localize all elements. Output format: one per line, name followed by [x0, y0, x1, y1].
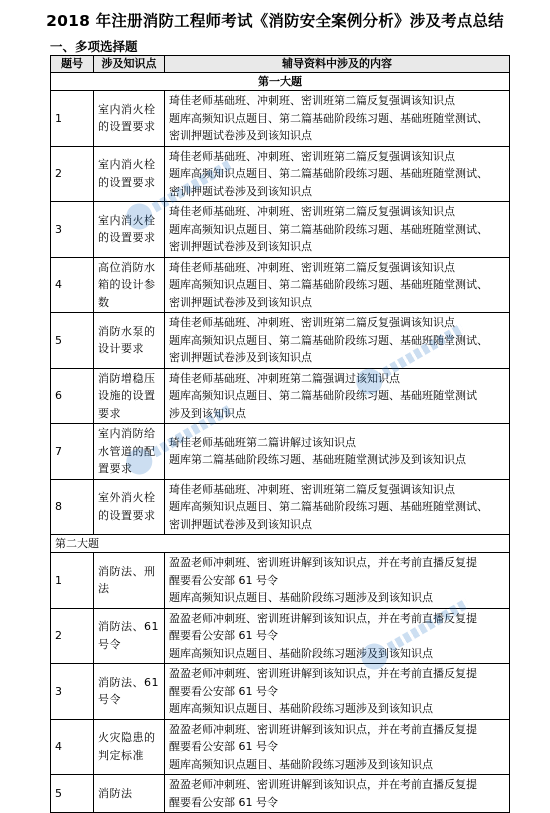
content-line: 密训押题试卷涉及到该知识点 [169, 129, 312, 142]
materials-content [165, 91, 510, 147]
content-line: 题库高频知识点题目、第二篇基础阶段练习题、基础班随堂测试、 [169, 167, 488, 180]
knowledge-point: 消防法 [94, 775, 165, 813]
content-line: 密训押题试卷涉及到该知识点 [169, 351, 312, 364]
content-line: 琦佳老师基础班、冲刺班、密训班第二篇反复强调该知识点 [169, 316, 455, 329]
table-header-row [51, 56, 510, 73]
group-row-1 [51, 73, 510, 91]
table-row [51, 146, 510, 202]
content-line: 醒要看公安部 61 号令 [169, 740, 278, 753]
knowledge-point: 室内消火栓的设置要求 [94, 202, 165, 258]
question-number: 1 [51, 553, 94, 609]
content-line: 盈盈老师冲刺班、密训班讲解到该知识点，并在考前直播反复提 [169, 556, 477, 569]
document-title: 2018 年注册消防工程师考试《消防安全案例分析》涉及考点总结 [46, 12, 504, 30]
materials-content [165, 553, 510, 609]
content-line: 密训押题试卷涉及到该知识点 [169, 295, 312, 309]
materials-content [165, 664, 510, 720]
question-number: 3 [51, 664, 94, 720]
materials-content [165, 146, 510, 202]
header-materials-content: 辅导资料中涉及的内容 [165, 56, 510, 73]
content-line: 琦佳老师基础班、冲刺班、密训班第二篇反复强调该知识点 [169, 94, 455, 107]
table-row [51, 719, 510, 775]
content-line: 题库高频知识点题目、基础阶段练习题涉及到该知识点 [169, 702, 433, 715]
content-line: 琦佳老师基础班、冲刺班、密训班第二篇反复强调该知识点 [169, 482, 455, 496]
knowledge-point: 室内消火栓的设置要求 [94, 91, 165, 147]
table-row [51, 368, 510, 424]
materials-content [165, 608, 510, 664]
table-row [51, 424, 510, 480]
content-line: 盈盈老师冲刺班、密训班讲解到该知识点，并在考前直播反复提 [169, 667, 477, 680]
question-number: 4 [51, 257, 94, 313]
content-line: 盈盈老师冲刺班、密训班讲解到该知识点，并在考前直播反复提 [169, 611, 477, 625]
question-number: 2 [51, 608, 94, 664]
table-row [51, 608, 510, 664]
content-line: 密训押题试卷涉及到该知识点 [169, 517, 312, 531]
content-line: 醒要看公安部 61 号令 [169, 795, 278, 809]
table-body [51, 73, 510, 813]
content-line: 题库高频知识点题目、第二篇基础阶段练习题、基础班随堂测试、 [169, 333, 488, 347]
knowledge-point: 室内消火栓的设置要求 [94, 146, 165, 202]
content-line: 琦佳老师基础班第二篇讲解过该知识点 [169, 435, 356, 449]
question-number: 3 [51, 202, 94, 258]
content-line: 题库高频知识点题目、第二篇基础阶段练习题、基础班随堂测试、 [169, 111, 488, 125]
content-line: 题库高频知识点题目、基础阶段练习题涉及到该知识点 [169, 757, 433, 771]
table-row [51, 91, 510, 147]
content-line: 琦佳老师基础班、冲刺班、密训班第二篇反复强调该知识点 [169, 205, 455, 218]
content-line: 题库高频知识点题目、第二篇基础阶段练习题、基础班随堂测试、 [169, 278, 488, 291]
knowledge-point: 消防法、61号令 [94, 664, 165, 720]
knowledge-point: 室外消火栓的设置要求 [94, 479, 165, 535]
group-label-1: 第一大题 [51, 73, 510, 91]
section-heading: 一、多项选择题 [50, 39, 138, 54]
content-line: 题库第二篇基础阶段练习题、基础班随堂测试涉及到该知识点 [169, 453, 466, 467]
question-number: 7 [51, 424, 94, 480]
materials-content [165, 479, 510, 535]
materials-content [165, 775, 510, 813]
materials-content [165, 424, 510, 480]
question-number: 4 [51, 719, 94, 775]
knowledge-point: 消防水泵的设计要求 [94, 313, 165, 369]
header-knowledge-point: 涉及知识点 [94, 56, 165, 73]
group-label-2: 第二大题 [51, 535, 510, 553]
table-row [51, 664, 510, 720]
materials-content [165, 719, 510, 775]
materials-content [165, 202, 510, 258]
question-number: 8 [51, 479, 94, 535]
knowledge-point: 消防法、61号令 [94, 608, 165, 664]
content-line: 题库高频知识点题目、第二篇基础阶段练习题、基础班随堂测试 [169, 389, 477, 402]
table-row [51, 202, 510, 258]
table-row [51, 313, 510, 369]
table-row [51, 257, 510, 313]
question-number: 1 [51, 91, 94, 147]
question-number: 2 [51, 146, 94, 202]
knowledge-point: 室内消防给水管道的配置要求 [94, 424, 165, 480]
group-row-2 [51, 535, 510, 553]
question-number: 6 [51, 368, 94, 424]
topics-table [50, 55, 510, 813]
content-line: 醒要看公安部 61 号令 [169, 573, 278, 587]
content-line: 琦佳老师基础班、冲刺班、密训班第二篇反复强调该知识点 [169, 149, 455, 163]
content-line: 题库高频知识点题目、第二篇基础阶段练习题、基础班随堂测试、 [169, 222, 488, 236]
content-line: 题库高频知识点题目、第二篇基础阶段练习题、基础班随堂测试、 [169, 500, 488, 513]
table-row [51, 479, 510, 535]
table-row [51, 775, 510, 813]
content-line: 琦佳老师基础班、冲刺班第二篇强调过该知识点 [169, 371, 400, 385]
knowledge-point: 高位消防水箱的设计参数 [94, 257, 165, 313]
knowledge-point: 消防法、刑法 [94, 553, 165, 609]
header-question-number: 题号 [51, 56, 94, 73]
knowledge-point: 消防增稳压设施的设置要求 [94, 368, 165, 424]
content-line: 盈盈老师冲刺班、密训班讲解到该知识点，并在考前直播反复提 [169, 778, 477, 791]
materials-content [165, 313, 510, 369]
question-number: 5 [51, 313, 94, 369]
content-line: 密训押题试卷涉及到该知识点 [169, 184, 312, 198]
content-line: 题库高频知识点题目、基础阶段练习题涉及到该知识点 [169, 591, 433, 604]
question-number: 5 [51, 775, 94, 813]
content-line: 盈盈老师冲刺班、密训班讲解到该知识点，并在考前直播反复提 [169, 722, 477, 736]
materials-content [165, 368, 510, 424]
knowledge-point: 火灾隐患的判定标准 [94, 719, 165, 775]
table-row [51, 553, 510, 609]
content-line: 琦佳老师基础班、冲刺班、密训班第二篇反复强调该知识点 [169, 260, 455, 274]
content-line: 密训押题试卷涉及到该知识点 [169, 240, 312, 253]
materials-content [165, 257, 510, 313]
content-line: 涉及到该知识点 [169, 406, 246, 420]
content-line: 醒要看公安部 61 号令 [169, 684, 278, 698]
content-line: 题库高频知识点题目、基础阶段练习题涉及到该知识点 [169, 646, 433, 660]
content-line: 醒要看公安部 61 号令 [169, 629, 278, 642]
